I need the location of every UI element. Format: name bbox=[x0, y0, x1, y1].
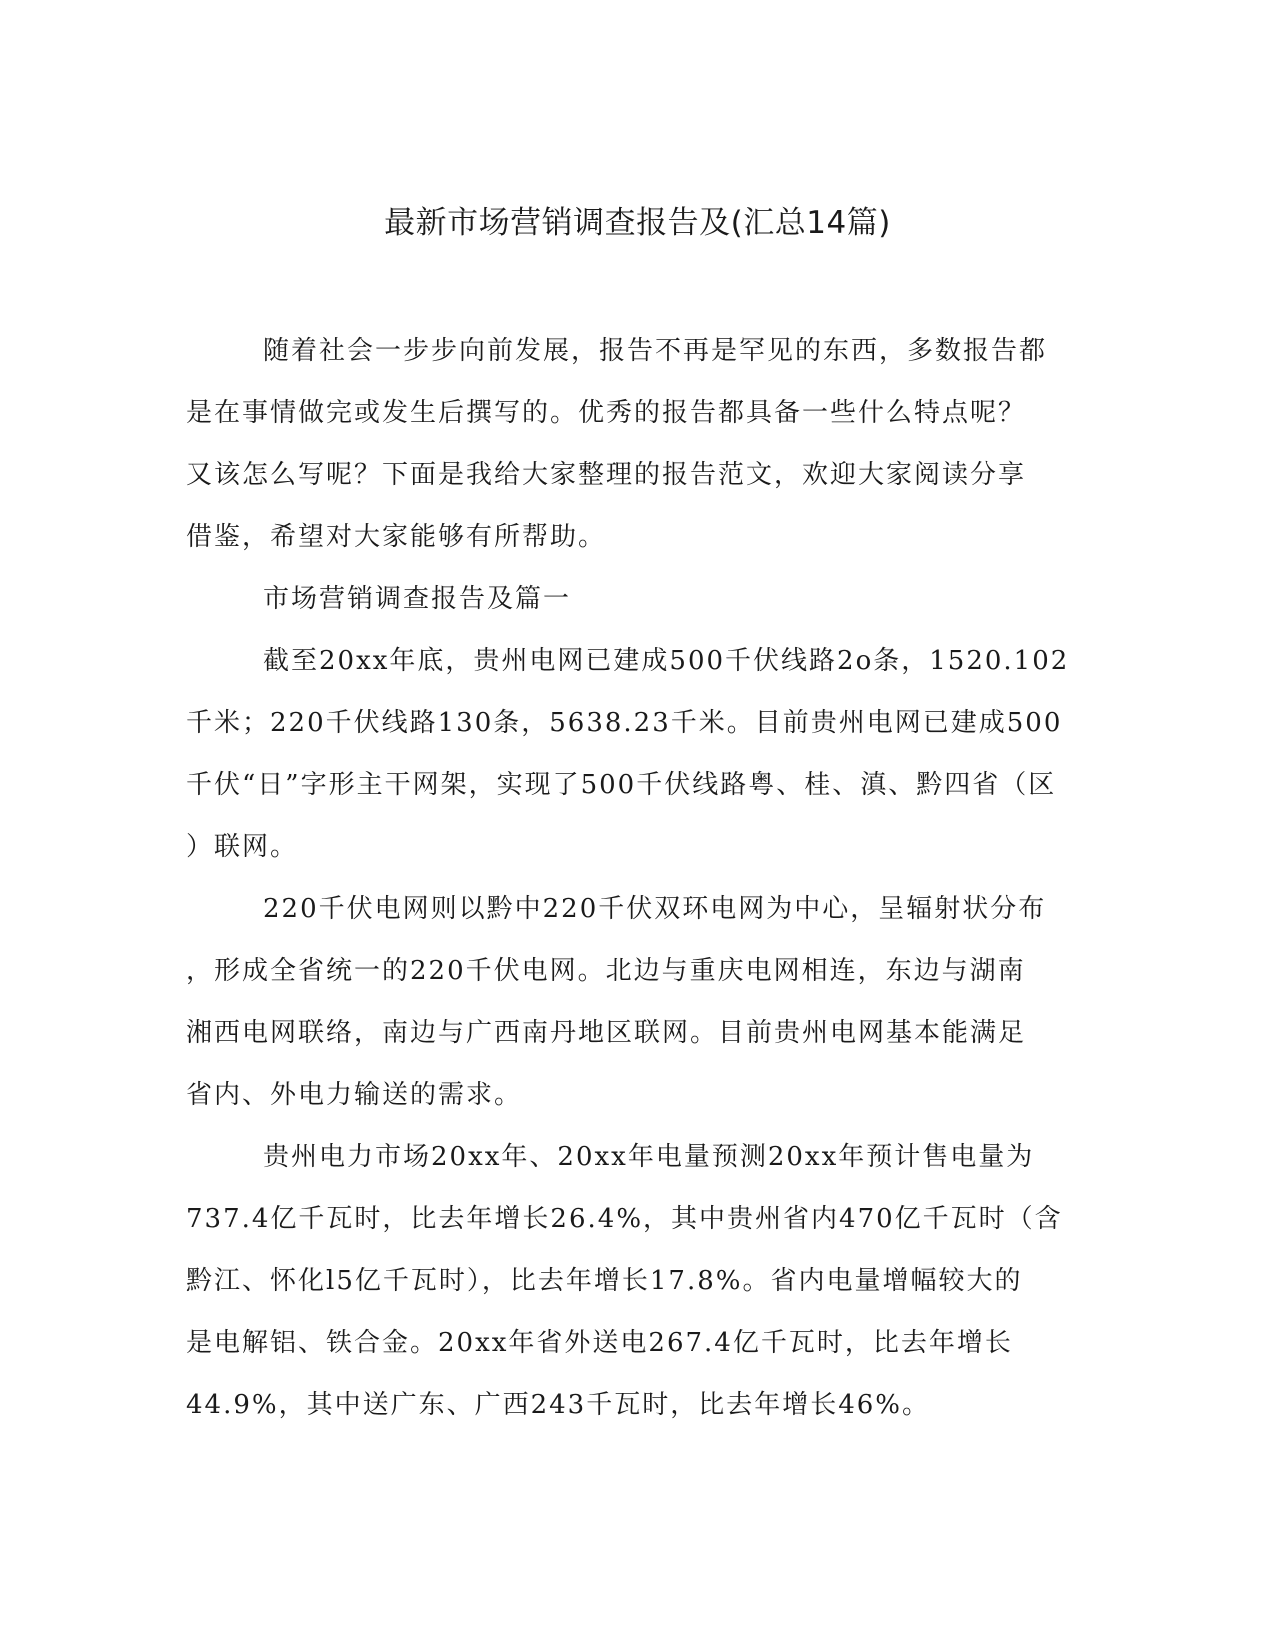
body-line: 黔江、怀化l5亿千瓦时），比去年增长17.8%。省内电量增幅较大的 bbox=[186, 1266, 1023, 1296]
body-line: 湘西电网联络，南边与广西南丹地区联网。目前贵州电网基本能满足 bbox=[186, 1018, 1027, 1048]
document-title: 最新市场营销调查报告及(汇总14篇) bbox=[384, 205, 891, 241]
body-line: 又该怎么写呢？下面是我给大家整理的报告范文，欢迎大家阅读分享 bbox=[186, 460, 1027, 490]
body-line: 44.9%，其中送广东、广西243千瓦时，比去年增长46%。 bbox=[186, 1390, 931, 1420]
section-heading: 市场营销调查报告及篇一 bbox=[263, 584, 572, 614]
body-line: ，形成全省统一的220千伏电网。北边与重庆电网相连，东边与湖南 bbox=[186, 956, 1026, 986]
body-line: 是在事情做完或发生后撰写的。优秀的报告都具备一些什么特点呢？ bbox=[186, 398, 1027, 428]
document-body bbox=[186, 320, 1086, 1436]
body-line: 随着社会一步步向前发展，报告不再是罕见的东西，多数报告都 bbox=[263, 336, 1048, 366]
body-line: 省内、外电力输送的需求。 bbox=[186, 1080, 523, 1110]
body-line: 是电解铝、铁合金。20xx年省外送电267.4亿千瓦时，比去年增长 bbox=[186, 1328, 1013, 1358]
body-line: 贵州电力市场20xx年、20xx年电量预测20xx年预计售电量为 bbox=[263, 1142, 1035, 1172]
body-line: 千伏“日”字形主干网架，实现了500千伏线路粤、桂、滇、黔四省（区 bbox=[186, 770, 1057, 800]
body-line: 截至20xx年底，贵州电网已建成500千伏线路2o条，1520.102 bbox=[263, 646, 1070, 676]
body-line: 借鉴，希望对大家能够有所帮助。 bbox=[186, 522, 607, 552]
body-line: ）联网。 bbox=[186, 832, 299, 862]
body-line: 220千伏电网则以黔中220千伏双环电网为中心，呈辐射状分布 bbox=[263, 894, 1047, 924]
body-line: 千米；220千伏线路130条，5638.23千米。目前贵州电网已建成500 bbox=[186, 708, 1063, 738]
body-line: 737.4亿千瓦时，比去年增长26.4%，其中贵州省内470亿千瓦时（含 bbox=[186, 1204, 1063, 1234]
